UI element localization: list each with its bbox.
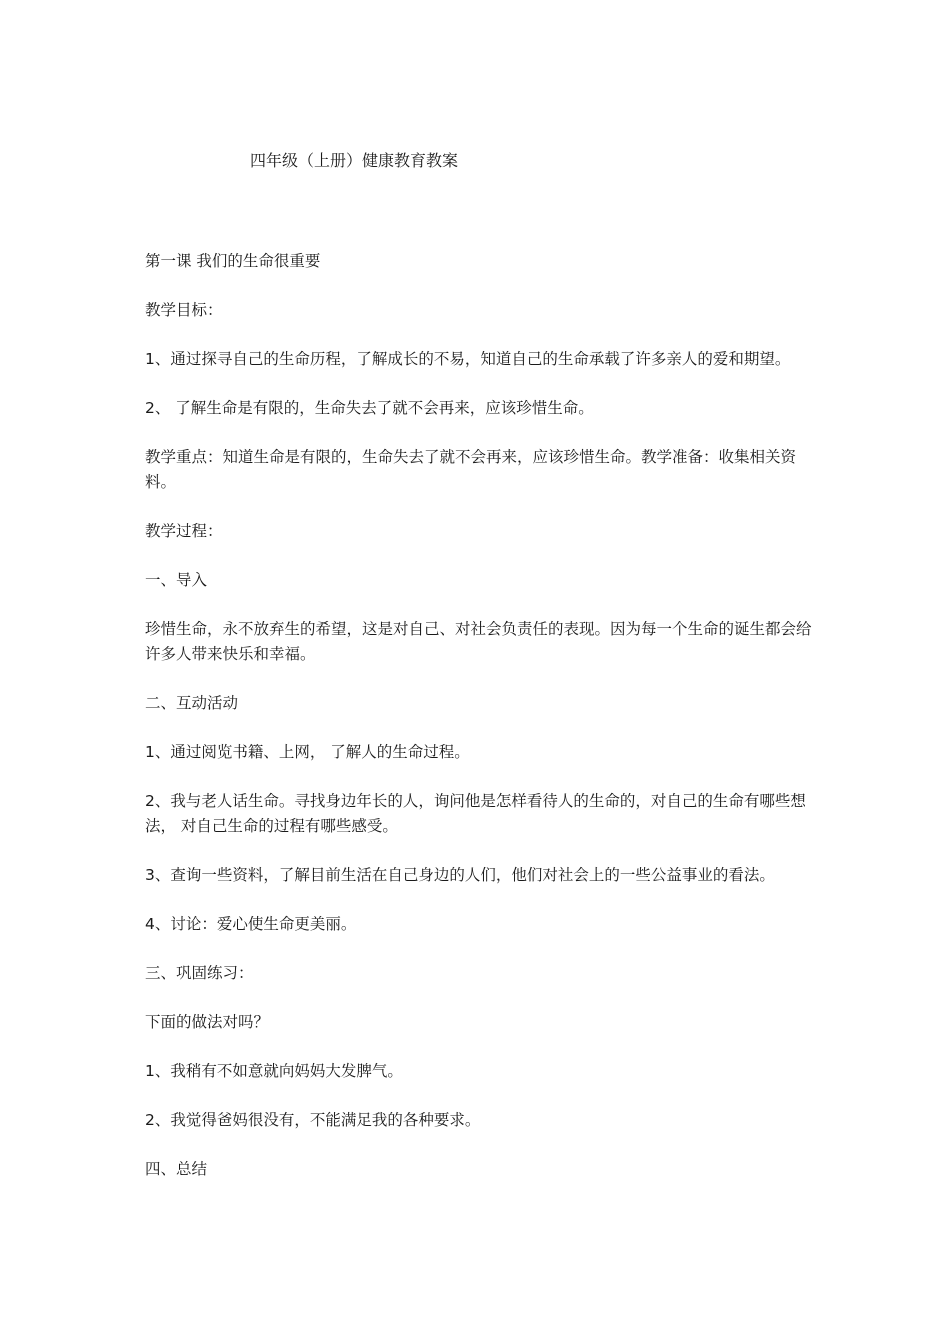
lesson-heading: 第一课 我们的生命很重要 (145, 252, 321, 270)
goal-item-2: 2、 了解生命是有限的，生命失去了就不会再来，应该珍惜生命。 (145, 399, 594, 417)
practice-item-1: 1、我稍有不如意就向妈妈大发脾气。 (145, 1062, 403, 1080)
activity-item-4: 4、讨论：爱心使生命更美丽。 (145, 915, 357, 933)
practice-question: 下面的做法对吗？ (145, 1013, 270, 1031)
activity-item-3: 3、查询一些资料，了解目前生活在自己身边的人们，他们对社会上的一些公益事业的看法。 (145, 866, 775, 884)
section-intro-heading: 一、导入 (145, 571, 208, 589)
activity-item-1: 1、通过阅览书籍、上网， 了解人的生命过程。 (145, 743, 470, 761)
activity-item-2: 2、我与老人话生命。寻找身边年长的人，询问他是怎样看待人的生命的，对自己的生命有哪些想法， 对自己生命的过程有哪些感受。 (145, 792, 806, 835)
teaching-goals-heading: 教学目标： (145, 301, 223, 319)
practice-item-2: 2、我觉得爸妈很没有，不能满足我的各种要求。 (145, 1111, 481, 1129)
intro-paragraph: 珍惜生命，永不放弃生的希望，这是对自己、对社会负责任的表现。因为每一个生命的诞生都会给许多人带来快乐和幸福。 (145, 620, 812, 663)
document-body (145, 249, 815, 1206)
teaching-focus-paragraph: 教学重点：知道生命是有限的，生命失去了就不会再来，应该珍惜生命。教学准备：收集相关资料。 (145, 448, 797, 491)
goal-item-1: 1、通过探寻自己的生命历程，了解成长的不易，知道自己的生命承载了许多亲人的爱和期望。 (145, 350, 791, 368)
section-summary-heading: 四、总结 (145, 1160, 208, 1178)
document-title: 四年级（上册）健康教育教案 (250, 151, 459, 170)
teaching-process-heading: 教学过程： (145, 522, 223, 540)
section-activity-heading: 二、互动活动 (145, 694, 239, 712)
section-practice-heading: 三、巩固练习： (145, 964, 254, 982)
